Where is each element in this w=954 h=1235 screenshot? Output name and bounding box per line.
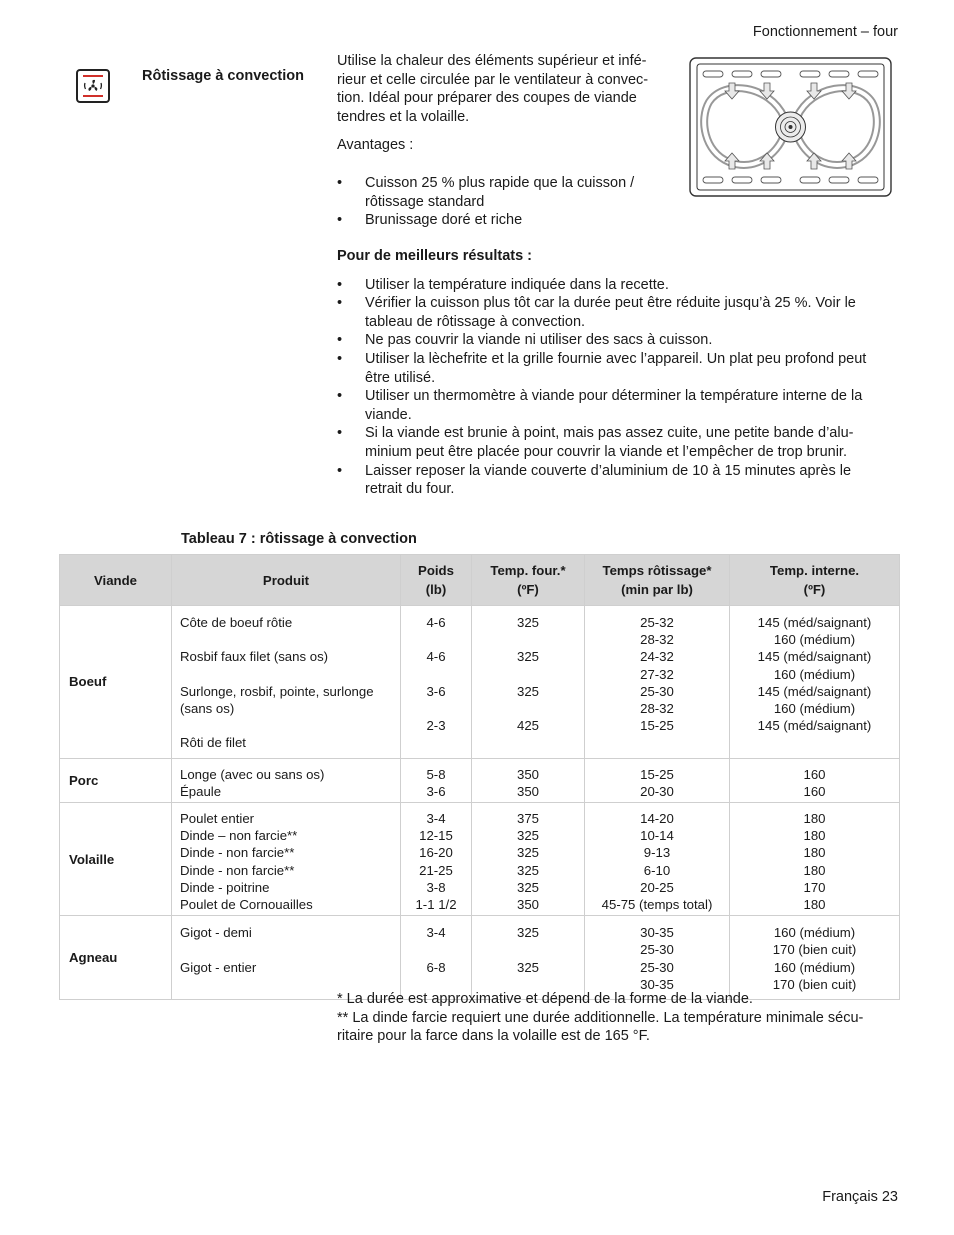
cell-line: 180 <box>803 862 826 878</box>
cell-line: 325 <box>516 925 539 941</box>
internal-temp-cell <box>730 758 900 802</box>
cell-line: 160 (médium) <box>773 959 856 975</box>
cell-line: 180 <box>803 897 826 912</box>
column-header-line: (ºF) <box>803 582 826 597</box>
meat-category: Volaille <box>60 802 172 915</box>
spacer <box>180 631 392 648</box>
tip-item-line: être utilisé. <box>365 369 436 386</box>
column-header-line: Produit <box>262 572 310 588</box>
advantage-item-line: • Brunissage doré et riche <box>365 212 523 229</box>
cell-line: Rôti de filet <box>180 735 246 751</box>
cell-line: 180 <box>803 810 826 826</box>
tip-item-line: • Utiliser un thermomètre à viande pour déterminer la température interne de la <box>365 388 863 405</box>
cell-line: 45-75 (temps total) <box>601 897 713 912</box>
cell-line: 25-30 <box>640 942 674 958</box>
internal-temp-cell <box>730 916 900 1000</box>
column-header-line: Viande <box>93 572 137 588</box>
table-body <box>60 606 900 1000</box>
cell-line: 15-25 <box>640 766 674 782</box>
cell-content <box>730 803 899 915</box>
cell-content <box>472 803 584 915</box>
table-row <box>60 802 900 915</box>
cell-line: 6-8 <box>426 959 446 975</box>
cell-line: 5-8 <box>426 766 446 782</box>
best-results-section <box>337 247 899 499</box>
column-header <box>60 555 172 606</box>
cell-content <box>401 803 471 915</box>
oven-temp-cell <box>472 606 585 759</box>
tip-item <box>337 462 899 499</box>
cell-content <box>730 606 899 740</box>
oven-airflow-diagram <box>689 57 892 197</box>
cell-line: 10-14 <box>640 828 674 844</box>
cell-content <box>172 803 400 915</box>
section-title: Fonctionnement – four <box>752 24 898 40</box>
cell-line: Surlonge, rosbif, pointe, surlonge <box>180 683 374 699</box>
convection-roast-icon <box>76 69 110 103</box>
mode-description <box>337 52 677 230</box>
cell-content <box>585 759 729 802</box>
weight-cell <box>401 916 472 1000</box>
product-cell <box>172 916 401 1000</box>
cell-content <box>401 606 471 740</box>
tip-item-line: • Utiliser la lèchefrite et la grille fournie avec l’appareil. Un plat peu profond peut <box>365 350 867 367</box>
tip-item <box>337 294 899 331</box>
cell-line: 9-13 <box>643 845 671 861</box>
cell-line: 15-25 <box>640 718 674 734</box>
cell-line: 325 <box>516 862 539 878</box>
cell-line: 350 <box>516 897 539 912</box>
tip-item-line: • Si la viande est brunie à point, mais pas assez cuite, une petite bande d’alu- <box>365 425 854 442</box>
cell-content <box>472 606 584 740</box>
cell-line: 16-20 <box>419 845 453 861</box>
roast-time-cell <box>585 758 730 802</box>
cell-content <box>585 606 729 740</box>
cell-line: 325 <box>516 959 539 975</box>
cell-line: 160 <box>803 783 826 799</box>
spacer <box>480 631 576 648</box>
table-row <box>60 758 900 802</box>
cell-line: 25-30 <box>640 959 674 975</box>
cell-line: (sans os) <box>180 700 235 716</box>
advantages-list <box>337 174 677 230</box>
convection-roast-table <box>59 554 900 1000</box>
spacer <box>480 666 576 683</box>
tip-item <box>337 276 899 295</box>
cell-line: 3-6 <box>426 783 446 799</box>
cell-line: 375 <box>516 810 539 826</box>
cell-line: 2-3 <box>426 718 446 734</box>
cell-line: 325 <box>516 683 539 699</box>
footnote <box>337 1009 902 1046</box>
spacer <box>180 717 392 734</box>
cell-line: 14-20 <box>640 810 674 826</box>
cell-line: 160 (médium) <box>773 925 856 941</box>
spacer <box>180 666 392 683</box>
description-line: rieur et celle circulée par le ventilateur à convec- <box>337 71 649 88</box>
column-header-line: Temp. interne. <box>769 563 860 578</box>
column-header-line: (lb) <box>425 582 447 597</box>
cell-line: 170 (bien cuit) <box>772 976 857 992</box>
internal-temp-cell <box>730 606 900 759</box>
cell-content <box>472 916 584 982</box>
column-header <box>172 555 401 606</box>
cell-line: 28-32 <box>640 632 674 648</box>
spacer <box>480 941 576 958</box>
cell-line: Gigot - demi <box>180 925 252 941</box>
cell-content <box>472 759 584 802</box>
cell-line: 3-4 <box>426 810 446 826</box>
description-line: Utilise la chaleur des éléments supérieur et infé- <box>337 53 647 69</box>
cell-line: Longe (avec ou sans os) <box>180 766 325 782</box>
tip-item-line: tableau de rôtissage à convection. <box>365 313 586 330</box>
internal-temp-cell <box>730 802 900 915</box>
cell-line: Gigot - entier <box>180 959 257 975</box>
cell-line: 3-8 <box>426 879 446 895</box>
cell-content <box>172 916 400 982</box>
cell-line: 170 (bien cuit) <box>772 942 857 958</box>
tip-item-line: • Laisser reposer la viande couverte d’aluminium de 10 à 15 minutes après le <box>365 462 852 479</box>
tip-item <box>337 424 899 461</box>
tip-item-line: retrait du four. <box>365 481 455 498</box>
roast-time-cell <box>585 606 730 759</box>
cell-line: 28-32 <box>640 701 674 717</box>
spacer <box>409 941 463 958</box>
column-header <box>730 555 900 606</box>
meat-category: Agneau <box>60 916 172 1000</box>
cell-line: Dinde - poitrine <box>180 879 270 895</box>
oven-temp-cell <box>472 802 585 915</box>
tip-item-line: • Utiliser la température indiquée dans la recette. <box>365 276 669 293</box>
footnote-line: ritaire pour la farce dans la volaille est de 165 °F. <box>337 1028 650 1045</box>
meat-category: Porc <box>60 758 172 802</box>
cell-line: 425 <box>516 718 539 734</box>
cell-content <box>172 759 400 802</box>
cell-line: Poulet de Cornouailles <box>180 897 313 912</box>
cell-content <box>401 916 471 982</box>
cell-line: 12-15 <box>419 828 453 844</box>
column-header-line: (min par lb) <box>621 582 693 597</box>
spacer <box>409 666 463 683</box>
weight-cell <box>401 758 472 802</box>
cell-line: 160 <box>803 766 826 782</box>
cell-content <box>585 803 729 915</box>
page-number: Français 23 <box>822 1189 898 1205</box>
mode-title: Rôtissage à convection <box>142 68 304 84</box>
cell-line: 325 <box>516 615 539 630</box>
spacer <box>409 700 463 717</box>
cell-line: Épaule <box>180 783 222 799</box>
table-row <box>60 916 900 1000</box>
cell-content <box>401 759 471 802</box>
cell-line: 25-32 <box>640 615 674 630</box>
footnote-line: ** La dinde farcie requiert une durée additionnelle. La température minimale sécu- <box>337 1009 864 1026</box>
column-header <box>585 555 730 606</box>
cell-line: 21-25 <box>419 862 453 878</box>
cell-line: 325 <box>516 845 539 861</box>
best-results-title: Pour de meilleurs résultats : <box>337 248 533 264</box>
cell-line: 145 (méd/saignant) <box>757 615 872 630</box>
column-header-line: (ºF) <box>517 582 539 597</box>
column-header <box>472 555 585 606</box>
cell-line: 180 <box>803 845 826 861</box>
cell-line: 160 (médium) <box>773 632 856 648</box>
cell-line: 325 <box>516 828 539 844</box>
cell-line: 30-35 <box>640 976 674 992</box>
column-header-line: Temps rôtissage* <box>602 563 712 578</box>
tip-item-line: • Ne pas couvrir la viande ni utiliser des sacs à cuisson. <box>365 332 713 349</box>
cell-line: 160 (médium) <box>773 666 856 682</box>
table-caption: Tableau 7 : rôtissage à convection <box>181 531 417 547</box>
cell-line: Côte de boeuf rôtie <box>180 615 293 630</box>
oven-temp-cell <box>472 916 585 1000</box>
cell-line: 145 (méd/saignant) <box>757 683 872 699</box>
cell-line: 27-32 <box>640 666 674 682</box>
footnotes <box>337 990 902 1046</box>
tip-item-line: viande. <box>365 406 412 423</box>
cell-line: 4-6 <box>426 615 446 630</box>
spacer <box>409 631 463 648</box>
tip-item-line: minium peut être placée pour couvrir la viande et l’empêcher de trop brunir. <box>365 443 847 460</box>
cell-line: 25-30 <box>640 683 674 699</box>
advantage-item <box>337 211 677 230</box>
tip-item <box>337 331 899 350</box>
cell-line: Poulet entier <box>180 810 255 826</box>
cell-line: 4-6 <box>426 649 446 665</box>
cell-line: Dinde - non farcie** <box>180 845 295 861</box>
column-header-line: Poids <box>418 563 454 578</box>
footnote <box>337 990 902 1009</box>
cell-line: 325 <box>516 879 539 895</box>
tip-item <box>337 350 899 387</box>
cell-line: 180 <box>803 828 826 844</box>
cell-line: 170 <box>803 879 826 895</box>
tip-item <box>337 387 899 424</box>
cell-line: 325 <box>516 649 539 665</box>
cell-line: Dinde - non farcie** <box>180 862 295 878</box>
cell-content <box>730 916 899 999</box>
advantages-label: Avantages : <box>337 137 414 154</box>
best-results-list <box>337 276 899 499</box>
column-header <box>401 555 472 606</box>
tip-item-line: • Vérifier la cuisson plus tôt car la durée peut être réduite jusqu’à 25 %. Voir le <box>365 295 856 312</box>
column-header-line: Temp. four.* <box>490 563 566 578</box>
description-line: tendres et la volaille. <box>337 108 470 125</box>
description-line: tion. Idéal pour préparer des coupes de viande <box>337 90 637 107</box>
roast-time-cell <box>585 802 730 915</box>
cell-line: 1-1 1/2 <box>415 897 457 912</box>
advantage-item <box>337 174 677 211</box>
meat-category: Boeuf <box>60 606 172 759</box>
product-cell <box>172 758 401 802</box>
cell-line: 145 (méd/saignant) <box>757 649 872 665</box>
cell-line: 20-30 <box>640 783 674 799</box>
cell-line: 145 (méd/saignant) <box>757 718 872 734</box>
product-cell <box>172 802 401 915</box>
cell-line: 24-32 <box>640 649 674 665</box>
cell-line: 3-6 <box>426 683 446 699</box>
cell-line: 30-35 <box>640 925 674 941</box>
cell-line: 160 (médium) <box>773 701 856 717</box>
cell-line: 350 <box>516 783 539 799</box>
weight-cell <box>401 606 472 759</box>
oven-temp-cell <box>472 758 585 802</box>
weight-cell <box>401 802 472 915</box>
description-text <box>337 52 677 126</box>
cell-line: 350 <box>516 766 539 782</box>
footnote-line: * La durée est approximative et dépend de la forme de la viande. <box>337 991 753 1007</box>
cell-content <box>585 916 729 999</box>
advantage-item-line: rôtissage standard <box>365 193 485 210</box>
table-header-row <box>60 555 900 606</box>
cell-content <box>730 759 899 802</box>
spacer <box>480 700 576 717</box>
cell-line: 6-10 <box>643 862 671 878</box>
advantage-item-line: • Cuisson 25 % plus rapide que la cuisson / <box>365 174 635 191</box>
product-cell <box>172 606 401 759</box>
table-row <box>60 606 900 759</box>
cell-line: 3-4 <box>426 925 446 941</box>
cell-line: Dinde – non farcie** <box>180 828 298 844</box>
spacer <box>180 941 392 958</box>
cell-line: Rosbif faux filet (sans os) <box>180 649 329 665</box>
cell-line: 20-25 <box>640 879 674 895</box>
cell-content <box>172 606 400 758</box>
roast-time-cell <box>585 916 730 1000</box>
